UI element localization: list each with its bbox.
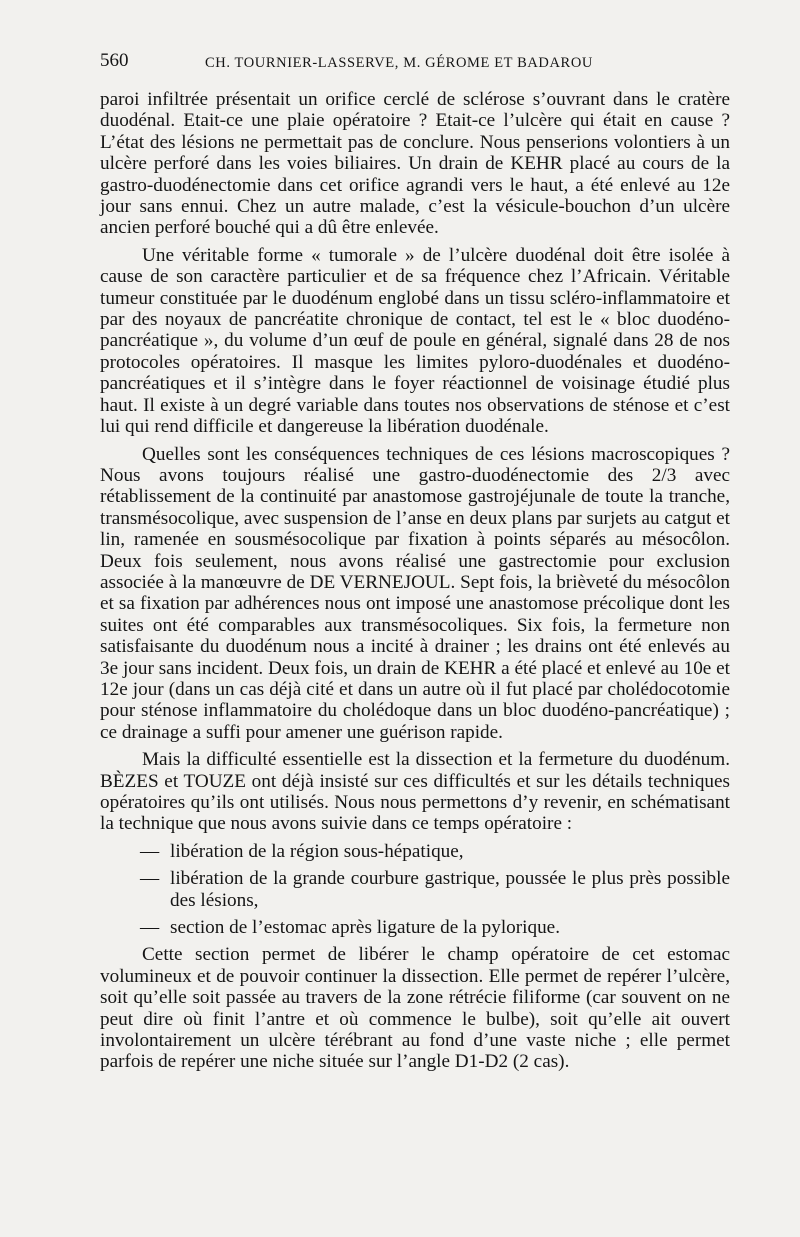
list-dash: — (140, 840, 160, 862)
list-dash: — (140, 868, 160, 890)
list-dash: — (140, 917, 160, 939)
paragraph: Mais la difficulté essentielle est la dissection et la fermeture du duodénum. BÈZES et TOUZE ont déjà insisté sur ces difficultés et sur les détails techniques opératoires qu’ils ont utilisés. Nous nous permettons d’y revenir, en schématisant la technique que nous avons suivie dans ce temps opératoire : (100, 749, 730, 835)
paragraph: Une véritable forme « tumorale » de l’ulcère duodénal doit être isolée à cause de son caractère particulier et de sa fréquence chez l’Africain. Véritable tumeur constituée par le duodénum englobé dans un tissu scléro-inflammatoire et par des noyaux de pancréatite chronique de contact, tel est le « bloc duodéno-pancréatique », du volume d’un œuf de poule en général, signalé dans 28 de nos protocoles opératoires. Il masque les limites pyloro-duodénales et duodéno-pancréatiques et il s’intègre dans le foyer réactionnel de voisinage étudié plus haut. Il existe à un degré variable dans toutes nos observations de sténose et c’est lui qui rend difficile et dangereuse la libération duodénale. (100, 244, 730, 438)
body-text (100, 89, 730, 1073)
list-item (140, 917, 730, 938)
running-head: CH. TOURNIER-LASSERVE, M. GÉROME ET BADAROU (205, 55, 593, 71)
paragraph: paroi infiltrée présentait un orifice cerclé de sclérose s’ouvrant dans le cratère duodénal. Etait-ce une plaie opératoire ? Etait-ce l’ulcère qui était en cause ? L’état des lésions ne permettait pas de conclure. Nous penserions volontiers à un ulcère perforé dans les voies biliaires. Un drain de KEHR placé au cours de la gastro-duodénectomie dans cet orifice agrandi vers le haut, a été enlevé au 12e jour sans ennui. Chez un autre malade, c’est la vésicule-bouchon d’un ulcère ancien perforé bouché qui a dû être enlevée. (100, 89, 730, 239)
paragraph: Cette section permet de libérer le champ opératoire de cet estomac volumineux et de pouvoir continuer la dissection. Elle permet de repérer l’ulcère, soit qu’elle soit passée au travers de la zone rétrécie filiforme (car souvent on ne peut dire où finit l’antre et où commence le bulbe), soit qu’elle ait ouvert involontairement un ulcère térébrant au fond d’une vaste niche ; elle permet parfois de repérer une niche située sur l’angle D1-D2 (2 cas). (100, 944, 730, 1073)
list-item-text: libération de la grande courbure gastrique, poussée le plus près possible des lésions, (170, 868, 730, 911)
page-number: 560 (100, 50, 129, 71)
paragraph: Quelles sont les conséquences techniques de ces lésions macroscopiques ? Nous avons toujours réalisé une gastro-duodénectomie des 2/3 avec rétablissement de la continuité par anastomose gastrojéjunale de toute la tranche, transmésocolique, avec suspension de l’anse en deux plans par surjets au catgut et lin, ramenée en sousmésocolique par fixation à points séparés au mésocôlon. Deux fois seulement, nous avons réalisé une gastrectomie pour exclusion associée à la manœuvre de DE VERNEJOUL. Sept fois, la brièveté du mésocôlon et sa fixation par adhérences nous ont imposé une anastomose précolique dont les suites ont été comparables aux transmésocoliques. Six fois, la fermeture non satisfaisante du duodénum nous a incité à drainer ; les drains ont été enlevés au 3e jour sans incident. Deux fois, un drain de KEHR a été placé et enlevé au 10e et 12e jour (dans un cas déjà cité et dans un autre où il fut placé par cholédocotomie pour sténose inflammatoire du cholédoque dans un bloc duodéno-pancréatique) ; ce drainage a suffi pour amener une guérison rapide. (100, 443, 730, 743)
list-item (140, 868, 730, 911)
list-item-text: libération de la région sous-hépatique, (170, 840, 464, 862)
list-item (140, 841, 730, 862)
technique-list (140, 841, 730, 939)
list-item-text: section de l’estomac après ligature de la pylorique. (170, 917, 560, 939)
